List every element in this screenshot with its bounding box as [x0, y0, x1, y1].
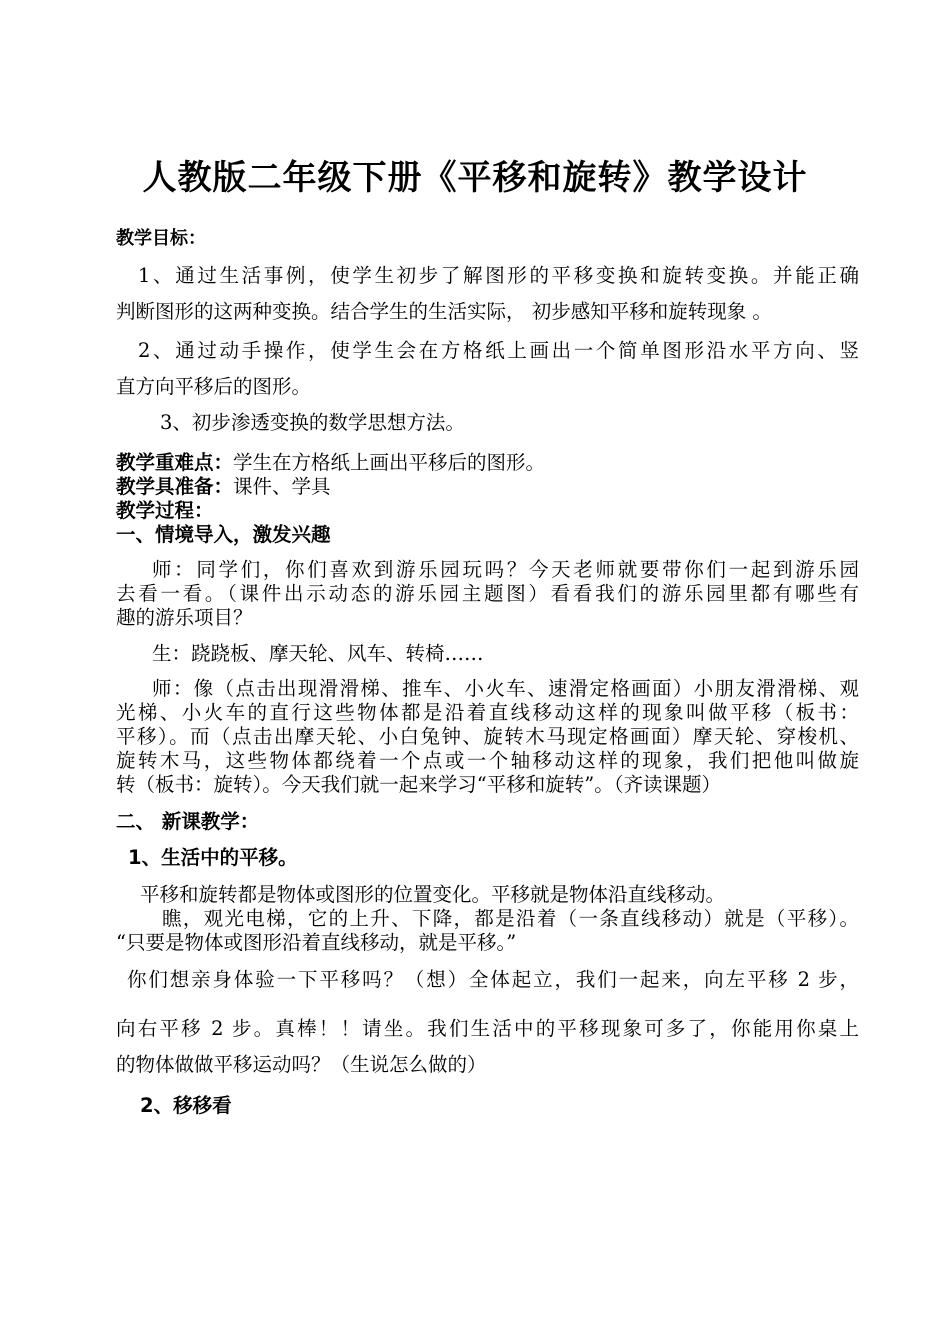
section-1-heading: 一、情境导入，激发兴趣 [116, 523, 331, 546]
document-title: 人教版二年级下册《平移和旋转》教学设计 [142, 158, 808, 198]
goal-2-line-2: 直方向平移后的图形。 [116, 375, 312, 398]
section-2-p2-line-1: 瞧，观光电梯，它的上升、下降，都是沿着（一条直线移动）就是（平移）。 [162, 907, 859, 930]
goal-1-line-1: 1、通过生活事例，使学生初步了解图形的平移变换和旋转变换。并能正确 [138, 264, 859, 287]
goal-1-line-2: 判断图形的这两种变换。结合学生的生活实际， 初步感知平移和旋转现象 。 [116, 300, 772, 323]
section-2-p3-line-3: 的物体做做平移运动吗？（生说怎么做的） [116, 1053, 487, 1076]
section-2-p3-line-2: 向右平移 2 步。真棒！！请坐。我们生活中的平移现象可多了，你能用你桌上 [116, 1017, 859, 1040]
goal-3: 3、初步渗透变换的数学思想方法。 [160, 411, 465, 434]
section-1-p3-line-3: 平移）。而（点击出摩天轮、小白兔钟、旋转木马现定格画面）摩天轮、穿梭机、 [116, 725, 859, 748]
section-2-p3-line-1: 你们想亲身体验一下平移吗？（想）全体起立，我们一起来，向左平移 2 步， [127, 968, 859, 991]
section-1-p3-line-1: 师：像（点击出现滑滑梯、推车、小火车、速滑定格画面）小朋友滑滑梯、观 [152, 677, 859, 700]
goals-heading: 教学目标： [116, 228, 206, 249]
section-1-p1-line-1: 师：同学们，你们喜欢到游乐园玩吗？今天老师就要带你们一起到游乐园 [152, 558, 859, 581]
section-2-p2-line-2: “只要是物体或图形沿着直线移动，就是平移。” [116, 931, 517, 954]
key-points-label: 教学重难点： [116, 451, 234, 474]
section-2-sub-1: 1、生活中的平移。 [128, 846, 298, 869]
section-1-p3-line-4: 旋转木马，这些物体都绕着一个点或一个轴移动这样的现象，我们把他叫做旋 [116, 749, 859, 772]
goal-2-line-1: 2、通过动手操作，使学生会在方格纸上画出一个简单图形沿水平方向、竖 [138, 339, 859, 362]
preparation-label: 教学具准备： [116, 475, 234, 498]
section-2-p1: 平移和旋转都是物体或图形的位置变化。平移就是物体沿直线移动。 [140, 883, 726, 906]
section-2-heading: 二、 新课教学： [116, 810, 260, 833]
process-heading: 教学过程： [116, 499, 214, 522]
section-1-p1-line-3: 趣的游乐项目？ [116, 606, 253, 629]
key-points-text: 学生在方格纸上画出平移后的图形。 [233, 451, 546, 474]
section-1-p3-line-5: 转（板书：旋转）。今天我们就一起来学习“平移和旋转”。（齐读课题） [116, 773, 721, 796]
section-1-p2: 生：跷跷板、摩天轮、风车、转椅…… [152, 642, 484, 665]
preparation-text: 课件、学具 [233, 475, 331, 498]
key-points-row [116, 450, 545, 477]
section-1-p3-line-2: 光梯、小火车的直行这些物体都是沿着直线移动这样的现象叫做平移（板书： [116, 701, 859, 724]
preparation-row [116, 474, 331, 501]
section-1-p1-line-2: 去看一看。（课件出示动态的游乐园主题图）看看我们的游乐园里都有哪些有 [116, 582, 859, 605]
section-2-sub-2: 2、移移看 [140, 1094, 232, 1117]
